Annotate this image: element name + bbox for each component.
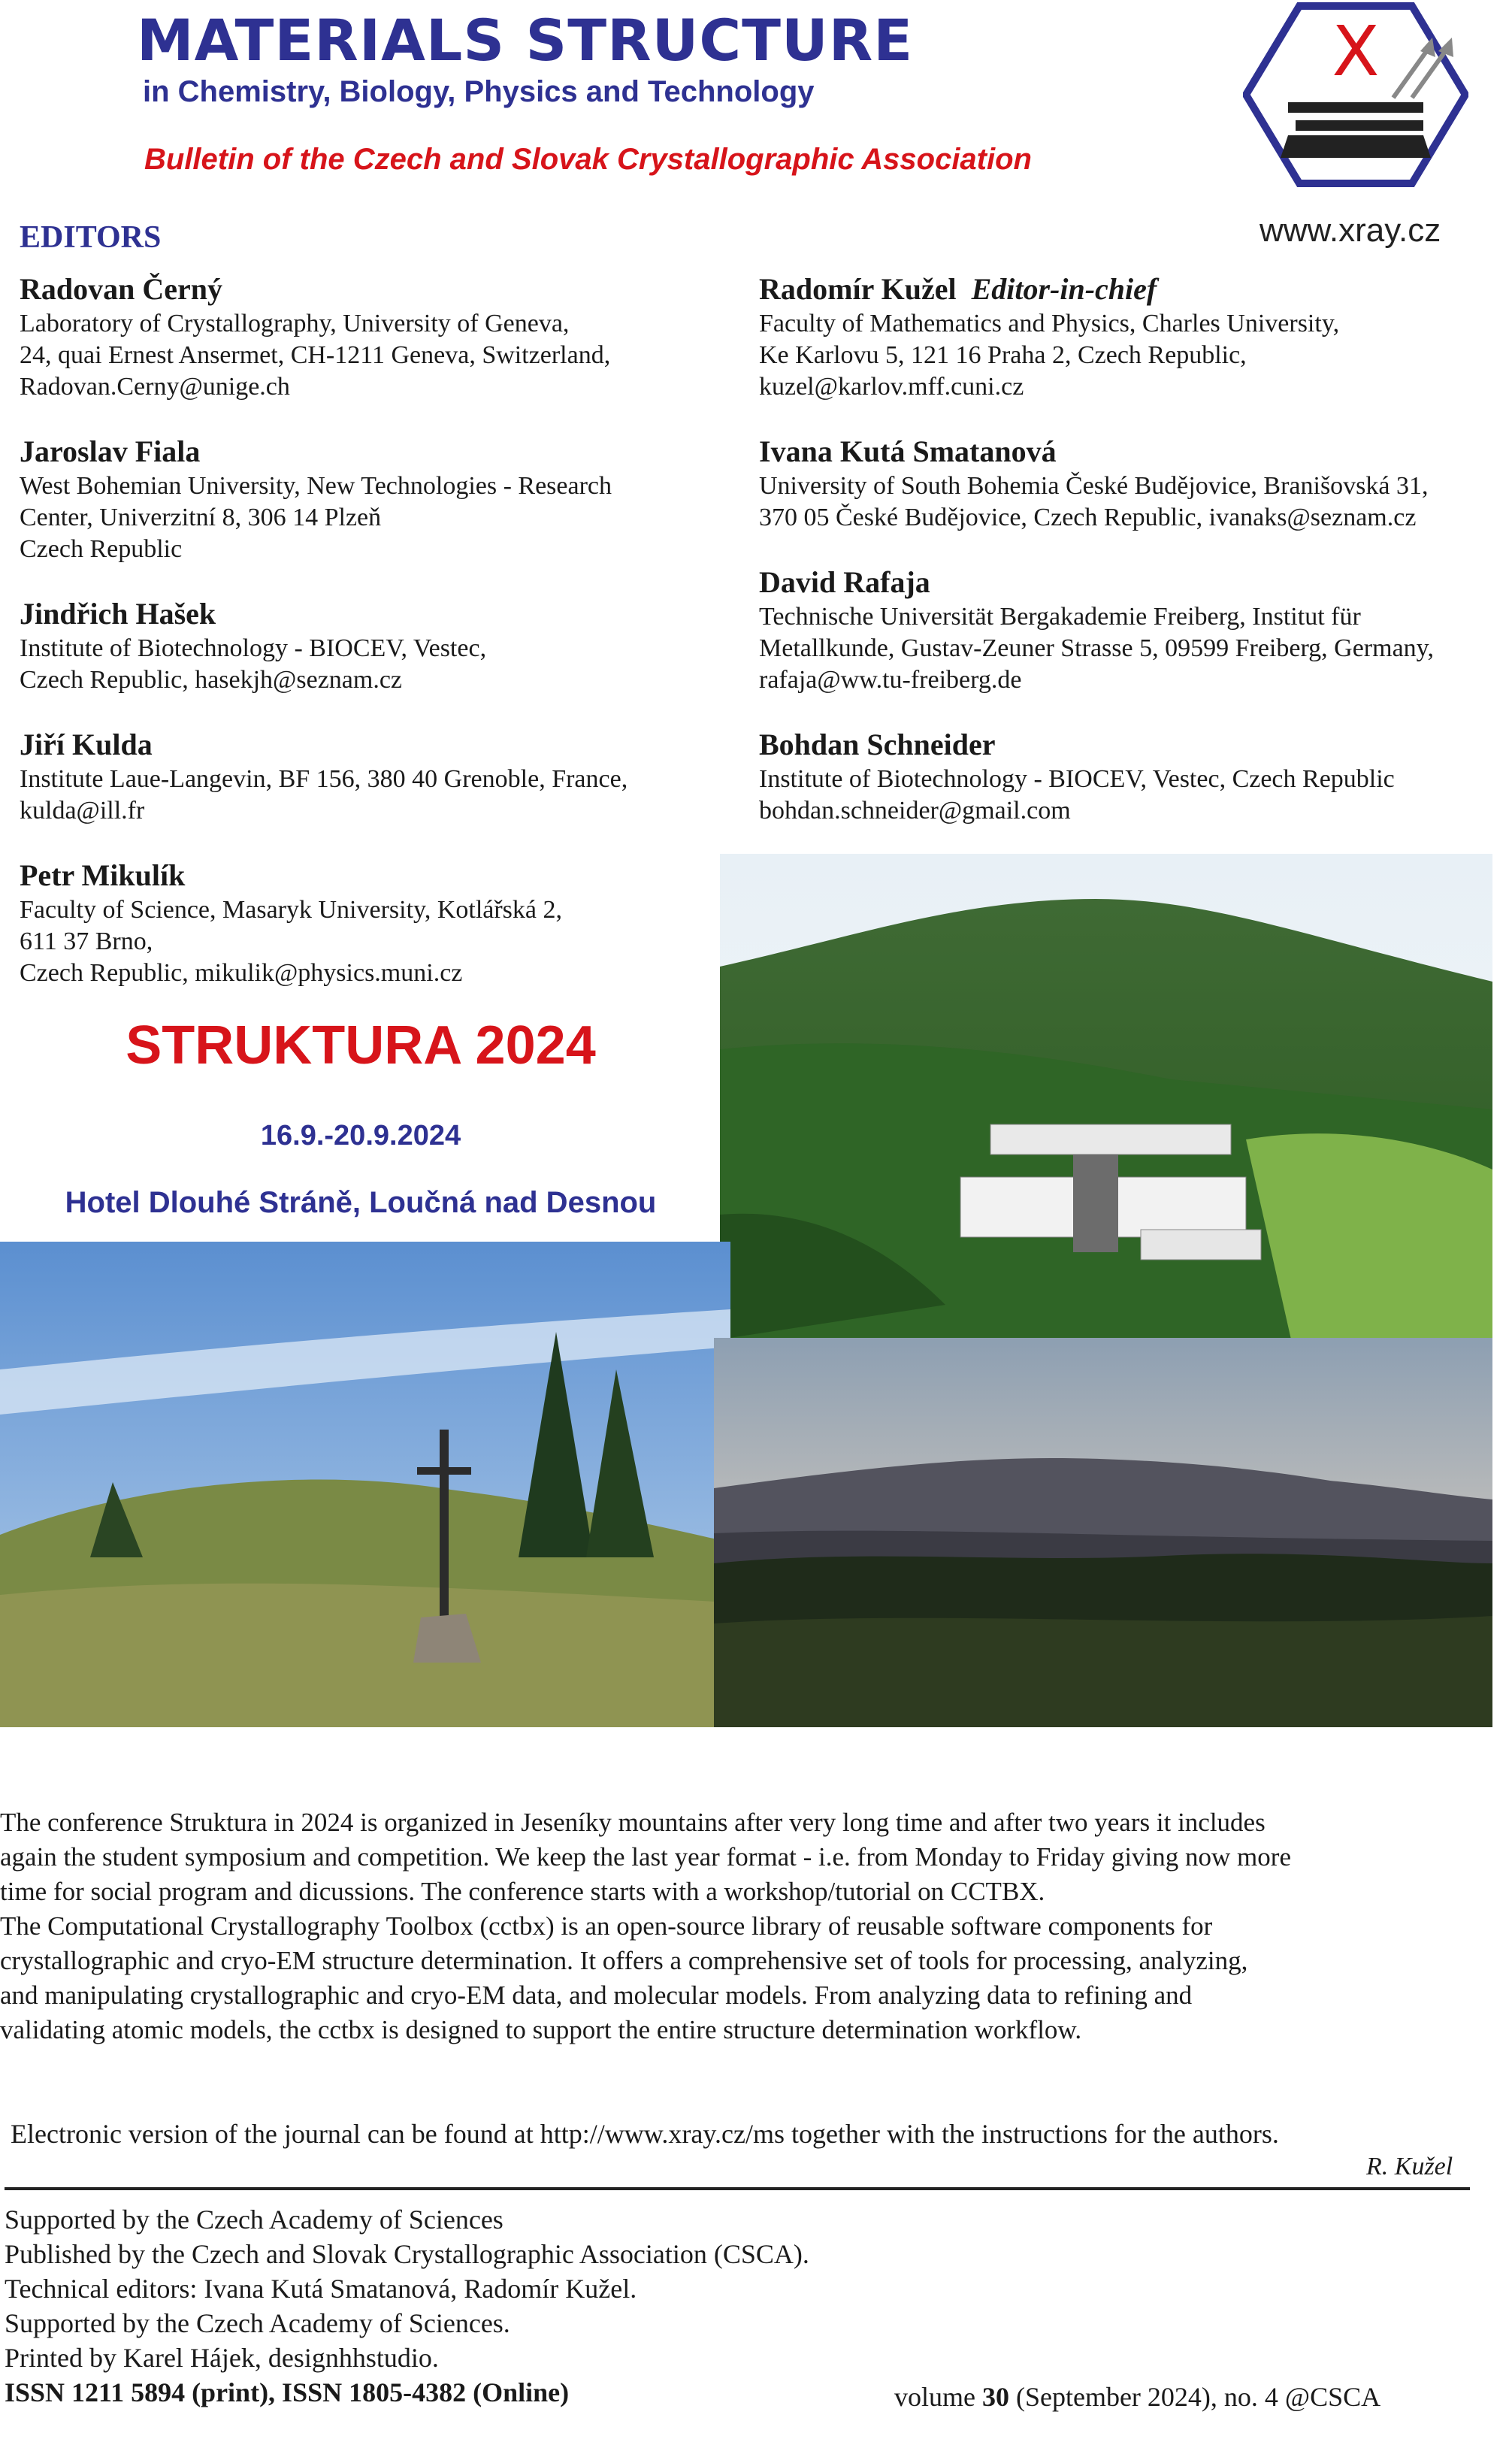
editor-line: Institute of Biotechnology - BIOCEV, Vestec, (20, 634, 487, 662)
bulletin-line: Bulletin of the Czech and Slovak Crystallographic Association (144, 143, 1032, 176)
editor-line: Czech Republic (20, 535, 183, 563)
editor-line: Czech Republic, hasekjh@seznam.cz (20, 666, 403, 694)
footer-line: Printed by Karel Hájek, designhhstudio. (5, 2343, 439, 2373)
editor-name: Petr Mikulík (20, 858, 186, 892)
body-paragraph (0, 1805, 1503, 2047)
paragraph-line: crystallographic and cryo-EM structure determination. It offers a comprehensive set of tools for processing, analyzing, (0, 1946, 1248, 1975)
editor-email[interactable]: kulda@ill.fr (20, 797, 145, 825)
editors-heading: EDITORS (20, 220, 162, 255)
editor-entry (759, 433, 1480, 534)
editor-email[interactable]: bohdan.schneider@gmail.com (759, 797, 1071, 825)
editor-name: Radomír Kužel (759, 272, 957, 306)
paragraph-line: and manipulating crystallographic and cryo-EM data, and molecular models. From analyzing data to refining and (0, 1981, 1193, 2010)
editor-line: West Bohemian University, New Technologies - Research (20, 472, 612, 500)
editor-email[interactable]: Radovan.Cerny@unige.ch (20, 373, 290, 401)
editor-line: 370 05 České Budějovice, Czech Republic, ivanaks@seznam.cz (759, 504, 1417, 531)
editor-name: Jaroslav Fiala (20, 434, 201, 468)
editor-entry (759, 564, 1480, 696)
paragraph-line: The Computational Crystallography Toolbox (cctbx) is an open-source library of reusable software components for (0, 1911, 1213, 1941)
volume-suffix: (September 2024), no. 4 @CSCA (1015, 2382, 1381, 2412)
editor-entry (20, 433, 741, 565)
editor-line: Center, Univerzitní 8, 306 14 Plzeň (20, 504, 382, 531)
journal-title: MATERIALS STRUCTURE (137, 7, 914, 74)
editor-entry (20, 271, 741, 403)
website-url[interactable]: www.xray.cz (1259, 212, 1441, 249)
footer-line: Published by the Czech and Slovak Crystallographic Association (CSCA). (5, 2239, 809, 2269)
paragraph-line: The conference Struktura in 2024 is organized in Jeseníky mountains after very long time and after two years it includes (0, 1808, 1266, 1837)
mountain-ridge-photo (714, 1338, 1492, 1727)
editor-line: Faculty of Mathematics and Physics, Charles University, (759, 310, 1340, 337)
paragraph-line: again the student symposium and competition. We keep the last year format - i.e. from Monday to Friday giving now more (0, 1842, 1291, 1872)
editor-line: Czech Republic, mikulik@physics.muni.cz (20, 959, 463, 987)
editor-line: University of South Bohemia České Budějovice, Branišovská 31, (759, 472, 1429, 500)
editor-name: Radovan Černý (20, 272, 223, 306)
editor-entry (20, 595, 741, 696)
editor-email[interactable]: rafaja@ww.tu-freiberg.de (759, 666, 1022, 694)
editor-line: Metallkunde, Gustav-Zeuner Strasse 5, 09599 Freiberg, Germany, (759, 634, 1434, 662)
footer-line: Supported by the Czech Academy of Sciences (5, 2204, 503, 2235)
conference-venue: Hotel Dlouhé Stráně, Loučná nad Desnou (65, 1186, 657, 1219)
editor-email[interactable]: kuzel@karlov.mff.cuni.cz (759, 373, 1024, 401)
mountain-cross-photo (0, 1242, 730, 1727)
editor-name: Bohdan Schneider (759, 728, 996, 761)
editor-name: Jindřich Hašek (20, 597, 216, 631)
hotel-aerial-photo (720, 854, 1492, 1339)
footer-info (5, 2202, 809, 2410)
editor-line: Faculty of Science, Masaryk University, Kotlářská 2, (20, 896, 563, 924)
divider (5, 2187, 1470, 2190)
editor-entry (20, 857, 741, 989)
paragraph-line: validating atomic models, the cctbx is designed to support the entire structure determination workflow. (0, 2015, 1082, 2044)
conference-title: STRUKTURA 2024 (125, 1015, 596, 1076)
editor-line: Institute of Biotechnology - BIOCEV, Vestec, Czech Republic (759, 765, 1395, 793)
editor-line: 611 37 Brno, (20, 927, 153, 955)
footer-line: Technical editors: Ivana Kutá Smatanová, Radomír Kužel. (5, 2274, 637, 2304)
editor-line: Technische Universität Bergakademie Freiberg, Institut für (759, 603, 1361, 631)
volume-number: 30 (981, 2382, 1009, 2412)
editor-entry (20, 726, 741, 827)
issn-line: ISSN 1211 5894 (print), ISSN 1805-4382 (Online) (5, 2377, 570, 2407)
conference-dates: 16.9.-20.9.2024 (260, 1120, 461, 1151)
journal-subtitle: in Chemistry, Biology, Physics and Technology (143, 75, 815, 108)
editor-line: Institute Laue-Langevin, BF 156, 380 40 Grenoble, France, (20, 765, 628, 793)
paragraph-line: time for social program and dicussions. The conference starts with a workshop/tutorial on CCTBX. (0, 1877, 1045, 1906)
xray-logo (1243, 0, 1468, 189)
editor-name: David Rafaja (759, 565, 930, 599)
volume-prefix: volume (894, 2382, 975, 2412)
signature: R. Kužel (1366, 2153, 1453, 2180)
footer-line: Supported by the Czech Academy of Sciences. (5, 2308, 510, 2338)
editor-role: Editor-in-chief (971, 272, 1157, 306)
editor-name: Ivana Kutá Smatanová (759, 434, 1057, 468)
editor-entry (759, 271, 1480, 403)
editor-line: 24, quai Ernest Ansermet, CH-1211 Geneva, Switzerland, (20, 341, 611, 369)
editor-line: Ke Karlovu 5, 121 16 Praha 2, Czech Republic, (759, 341, 1247, 369)
editor-line: Laboratory of Crystallography, University of Geneva, (20, 310, 570, 337)
editor-name: Jiří Kulda (20, 728, 153, 761)
volume-info (894, 2381, 1380, 2413)
editor-entry (759, 726, 1480, 827)
electronic-version-note: Electronic version of the journal can be found at http://www.xray.cz/ms together with the instructions for the authors. (11, 2119, 1279, 2149)
logo-letter: X (1332, 11, 1380, 92)
